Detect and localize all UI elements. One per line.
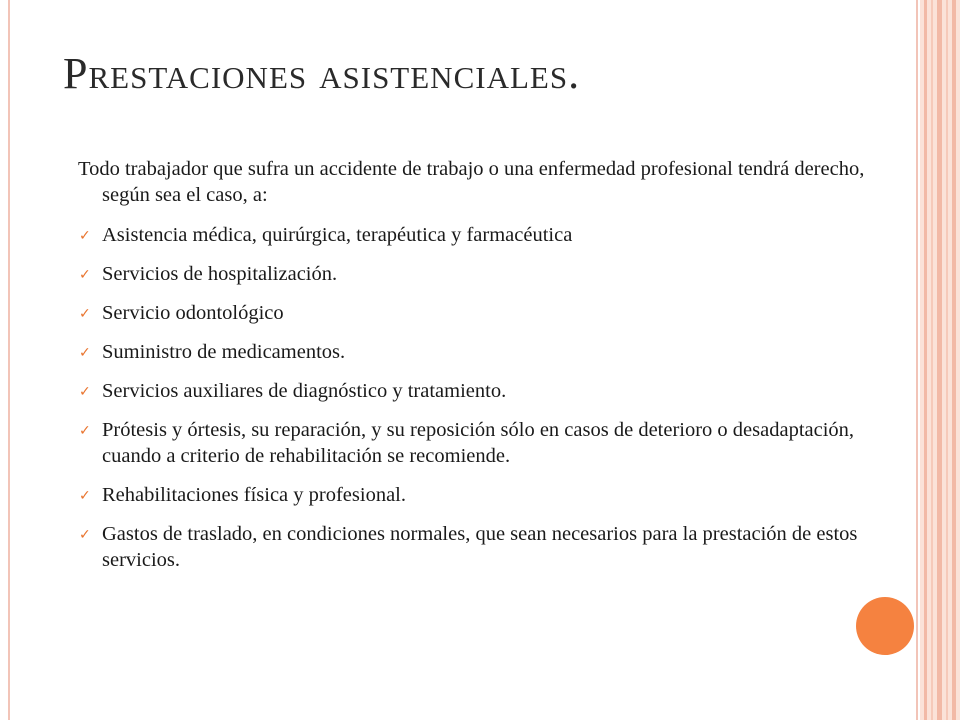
- list-item: [78, 339, 898, 365]
- list-item-text: Rehabilitaciones física y profesional.: [102, 484, 406, 506]
- list-item-text: Gastos de traslado, en condiciones normales, que sean necesarios para la prestación de estos servicios.: [102, 523, 858, 571]
- check-icon: ✓: [79, 345, 91, 361]
- list-item: [78, 482, 898, 508]
- decorative-stripe: [952, 0, 956, 720]
- decorative-circle: [856, 597, 914, 655]
- list-item-text: Suministro de medicamentos.: [102, 341, 346, 363]
- decorative-stripe: [931, 0, 933, 720]
- list-item: [78, 261, 898, 287]
- check-icon: ✓: [79, 488, 91, 504]
- list-item: [78, 222, 898, 248]
- decorative-stripe: [946, 0, 948, 720]
- list-item-text: Servicios de hospitalización.: [102, 263, 338, 285]
- slide-title: Prestaciones asistenciales.: [63, 49, 581, 98]
- list-item-text: Prótesis y órtesis, su reparación, y su reposición sólo en casos de deterioro o desadaptación, cuando a criterio de rehabilitación se recomiende.: [102, 419, 855, 467]
- decorative-stripe: [937, 0, 942, 720]
- list-item: [78, 417, 898, 469]
- slide-content: [78, 156, 898, 586]
- check-icon: ✓: [79, 267, 91, 283]
- decorative-stripe: [924, 0, 927, 720]
- list-item: [78, 378, 898, 404]
- check-icon: ✓: [79, 527, 91, 543]
- list-item: [78, 521, 898, 573]
- check-icon: ✓: [79, 228, 91, 244]
- list-item-text: Servicios auxiliares de diagnóstico y tratamiento.: [102, 380, 507, 402]
- list-item-text: Asistencia médica, quirúrgica, terapéutica y farmacéutica: [102, 224, 573, 246]
- check-icon: ✓: [79, 306, 91, 322]
- intro-paragraph: Todo trabajador que sufra un accidente de trabajo o una enfermedad profesional tendrá derecho, según sea el caso, a:: [78, 158, 865, 206]
- check-icon: ✓: [79, 423, 91, 439]
- list-item: [78, 300, 898, 326]
- list-item-text: Servicio odontológico: [102, 302, 284, 324]
- bullet-list: [78, 222, 898, 573]
- check-icon: ✓: [79, 384, 91, 400]
